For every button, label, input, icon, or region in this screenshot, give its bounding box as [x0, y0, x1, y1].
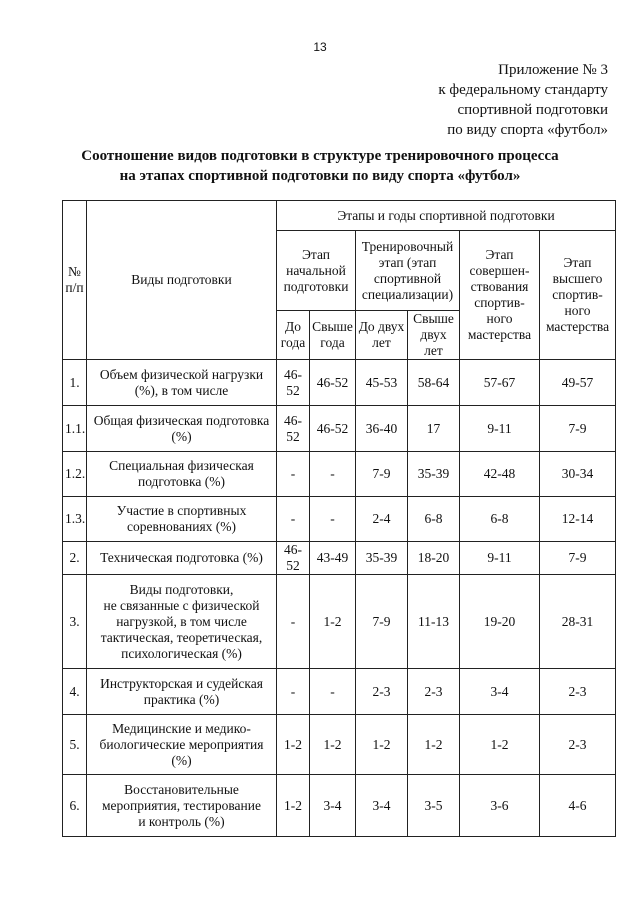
row-value-v4: 18-20 [408, 542, 460, 575]
row-value-v4: 3-5 [408, 775, 460, 837]
row-value-v2: 46-52 [310, 406, 356, 452]
row-value-v3: 7-9 [356, 575, 408, 669]
row-number: 5. [63, 715, 87, 775]
table-row [63, 715, 616, 775]
row-value-v3: 35-39 [356, 542, 408, 575]
row-number: 1.3. [63, 497, 87, 542]
row-value-v1: 1-2 [277, 715, 310, 775]
row-number: 1.1. [63, 406, 87, 452]
header-stage-initial: Этап начальной подготовки [277, 231, 356, 311]
table-row [63, 360, 616, 406]
row-value-v1: - [277, 669, 310, 715]
row-value-v2: 1-2 [310, 715, 356, 775]
row-training-type: Медицинские и медико- биологические мероприятия (%) [87, 715, 277, 775]
row-value-v1: 1-2 [277, 775, 310, 837]
row-value-v5: 57-67 [460, 360, 540, 406]
table-row [63, 775, 616, 837]
row-value-v3: 2-4 [356, 497, 408, 542]
header-types: Виды подготовки [87, 201, 277, 360]
row-value-v2: 3-4 [310, 775, 356, 837]
row-value-v5: 19-20 [460, 575, 540, 669]
row-training-type: Техническая подготовка (%) [87, 542, 277, 575]
row-value-v5: 9-11 [460, 542, 540, 575]
row-value-v4: 1-2 [408, 715, 460, 775]
table-row [63, 497, 616, 542]
page-number: 13 [313, 40, 327, 54]
row-value-v2: 43-49 [310, 542, 356, 575]
appendix-header [438, 60, 608, 140]
row-value-v3: 2-3 [356, 669, 408, 715]
header-initial-up-to-year: До года [277, 311, 310, 360]
row-value-v3: 7-9 [356, 452, 408, 497]
training-ratio-table [62, 200, 616, 837]
document-title [0, 146, 640, 186]
row-training-type: Объем физической нагрузки (%), в том числе [87, 360, 277, 406]
row-value-v2: - [310, 452, 356, 497]
row-number: 1.2. [63, 452, 87, 497]
row-value-v6: 30-34 [540, 452, 616, 497]
header-stage-improvement: Этап совершен- ствования спортив- ного мастерства [460, 231, 540, 360]
row-value-v6: 2-3 [540, 669, 616, 715]
row-value-v5: 3-4 [460, 669, 540, 715]
row-value-v1: - [277, 575, 310, 669]
row-training-type: Общая физическая подготовка (%) [87, 406, 277, 452]
table-body [63, 360, 616, 837]
row-value-v4: 2-3 [408, 669, 460, 715]
document-title-line-2: на этапах спортивной подготовки по виду спорта «футбол» [119, 168, 521, 184]
row-value-v2: 46-52 [310, 360, 356, 406]
row-value-v6: 4-6 [540, 775, 616, 837]
row-number: 1. [63, 360, 87, 406]
row-training-type: Участие в спортивных соревнованиях (%) [87, 497, 277, 542]
row-value-v6: 7-9 [540, 542, 616, 575]
header-training-up-to-two: До двух лет [356, 311, 408, 360]
row-value-v2: 1-2 [310, 575, 356, 669]
row-training-type: Восстановительные мероприятия, тестирование и контроль (%) [87, 775, 277, 837]
table-row [63, 406, 616, 452]
row-number: 2. [63, 542, 87, 575]
header-training-over-two: Свыше двух лет [408, 311, 460, 360]
header-number: № п/п [63, 201, 87, 360]
appendix-line-4: по виду спорта «футбол» [447, 122, 608, 138]
appendix-line-1: Приложение № 3 [498, 62, 608, 78]
row-value-v4: 17 [408, 406, 460, 452]
row-value-v1: 46-52 [277, 542, 310, 575]
row-value-v1: - [277, 452, 310, 497]
table-row [63, 452, 616, 497]
row-training-type: Инструкторская и судейская практика (%) [87, 669, 277, 715]
table-row [63, 542, 616, 575]
row-number: 6. [63, 775, 87, 837]
row-value-v6: 12-14 [540, 497, 616, 542]
row-training-type: Виды подготовки, не связанные с физической нагрузкой, в том числе тактическая, теоретическая, психологическая (%) [87, 575, 277, 669]
row-value-v5: 42-48 [460, 452, 540, 497]
row-value-v6: 7-9 [540, 406, 616, 452]
document-title-line-1: Соотношение видов подготовки в структуре тренировочного процесса [81, 148, 559, 164]
row-value-v5: 9-11 [460, 406, 540, 452]
row-value-v4: 11-13 [408, 575, 460, 669]
row-value-v3: 45-53 [356, 360, 408, 406]
row-value-v4: 6-8 [408, 497, 460, 542]
row-value-v2: - [310, 669, 356, 715]
header-initial-over-year: Свыше года [310, 311, 356, 360]
row-number: 4. [63, 669, 87, 715]
row-value-v4: 35-39 [408, 452, 460, 497]
row-value-v1: - [277, 497, 310, 542]
row-value-v3: 3-4 [356, 775, 408, 837]
header-stage-higher: Этап высшего спортив- ного мастерства [540, 231, 616, 360]
row-value-v4: 58-64 [408, 360, 460, 406]
row-value-v1: 46-52 [277, 360, 310, 406]
row-training-type: Специальная физическая подготовка (%) [87, 452, 277, 497]
row-value-v5: 1-2 [460, 715, 540, 775]
row-value-v6: 28-31 [540, 575, 616, 669]
table-row [63, 575, 616, 669]
appendix-line-2: к федеральному стандарту [438, 82, 608, 98]
row-value-v3: 36-40 [356, 406, 408, 452]
appendix-line-3: спортивной подготовки [457, 102, 608, 118]
row-value-v1: 46-52 [277, 406, 310, 452]
table-row [63, 669, 616, 715]
row-value-v5: 6-8 [460, 497, 540, 542]
header-stages: Этапы и годы спортивной подготовки [277, 201, 616, 231]
row-value-v6: 2-3 [540, 715, 616, 775]
row-value-v6: 49-57 [540, 360, 616, 406]
row-value-v2: - [310, 497, 356, 542]
row-number: 3. [63, 575, 87, 669]
row-value-v5: 3-6 [460, 775, 540, 837]
header-stage-training: Тренировочный этап (этап спортивной специализации) [356, 231, 460, 311]
row-value-v3: 1-2 [356, 715, 408, 775]
